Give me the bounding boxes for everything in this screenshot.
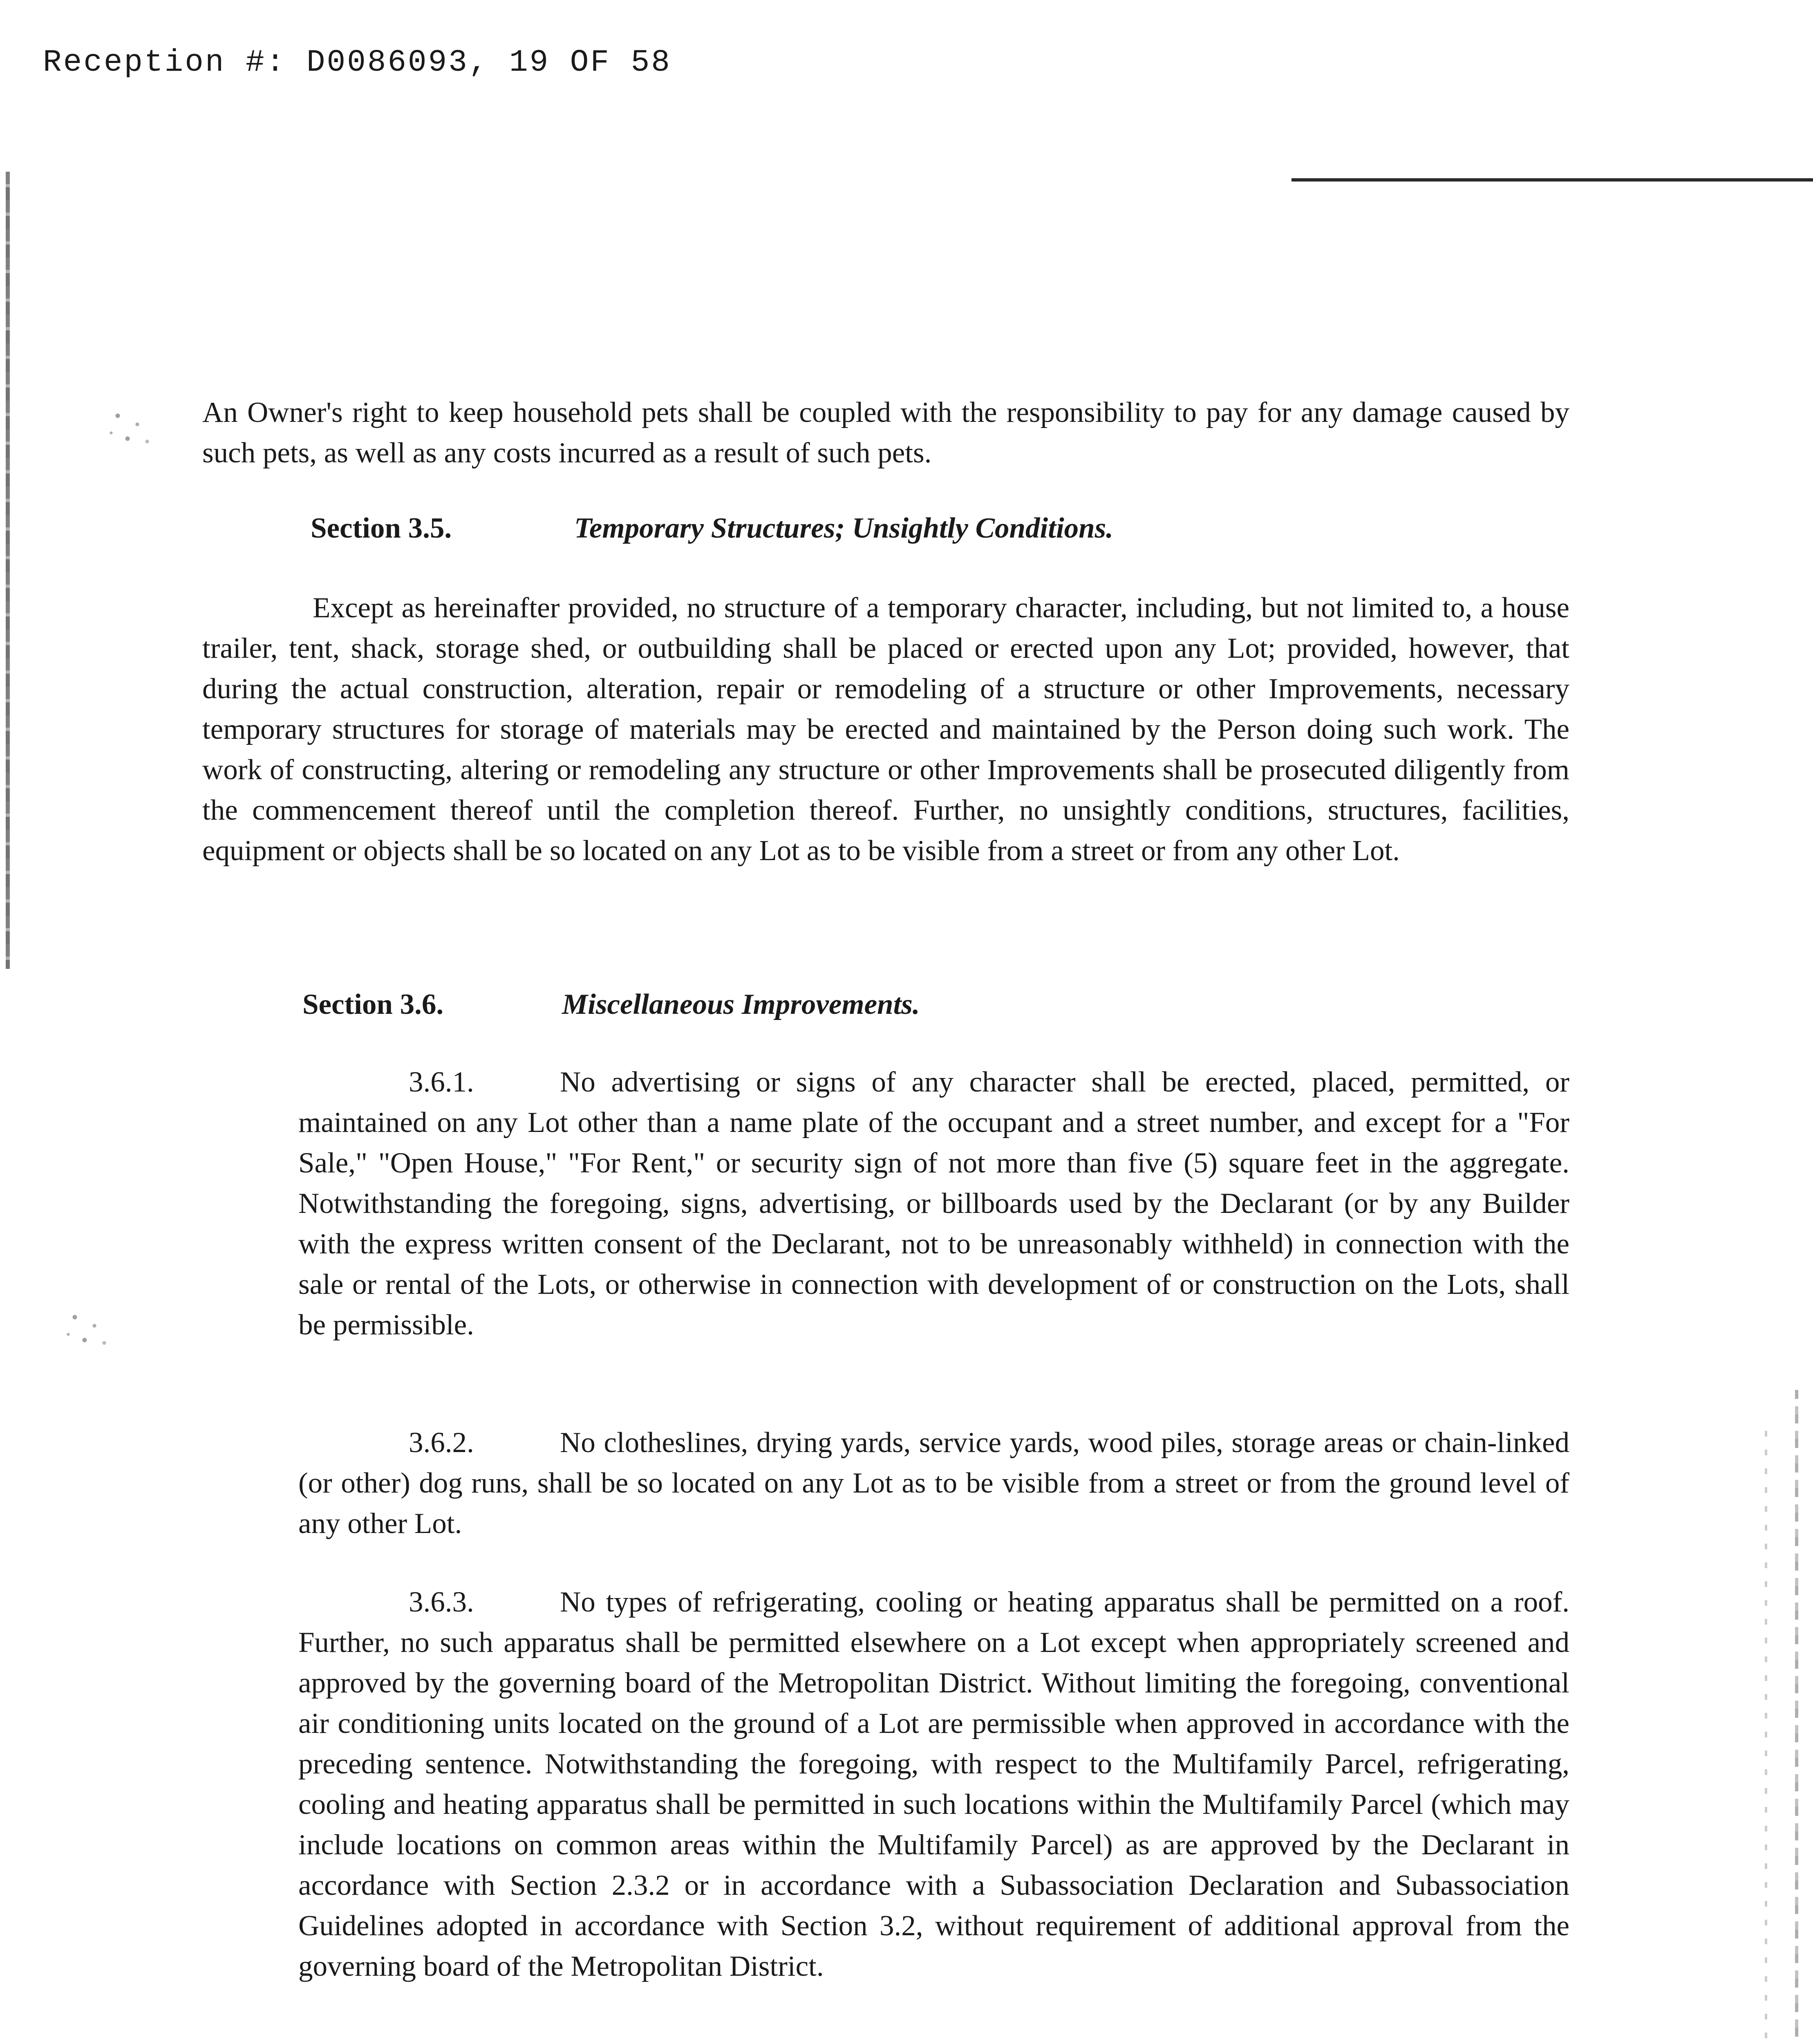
section-3-6-number: Section 3.6. <box>302 988 444 1020</box>
section-3-5-number: Section 3.5. <box>311 512 452 544</box>
scan-speck <box>98 399 163 456</box>
subsection-text: No clotheslines, drying yards, service yards, wood piles, storage areas or chain-linked (or other) dog runs, shall be so located on any Lot as to be visible from a street or from the ground level of any other Lot. <box>298 1427 1569 1540</box>
section-3-6-title: Miscellaneous Improvements. <box>562 988 920 1020</box>
subsection-3-6-1 <box>298 1062 1569 1345</box>
subsection-number: 3.6.3. <box>409 1586 474 1618</box>
scan-edge-left <box>6 172 10 969</box>
section-3-5-paragraph: Except as hereinafter provided, no structure of a temporary character, including, but not limited to, a house trailer, tent, shack, storage shed, or outbuilding shall be placed or erected upon any Lot; provided, however, that during the actual construction, alteration, repair or remodeling of a structure or other Improvements, necessary temporary structures for storage of materials may be erected and maintained by the Person doing such work. The work of constructing, altering or remodeling any structure or other Improvements shall be prosecuted diligently from the commencement thereof until the completion thereof. Further, no unsightly conditions, structures, facilities, equipment or objects shall be so located on any Lot as to be visible from a street or from any other Lot. <box>202 592 1569 867</box>
subsection-text: No advertising or signs of any character shall be erected, placed, permitted, or maintained on any Lot other than a name plate of the occupant and a street number, and except for a "For Sale," "Open House," "For Rent," or security sign of not more than five (5) square feet in the aggregate. Notwithstanding the foregoing, signs, advertising, or billboards used by the Declarant (or by any Builder with the express written consent of the Declarant, not to be unreasonably withheld) in connection with the sale or rental of the Lots, or otherwise in connection with development of or construction on the Lots, shall be permissible. <box>298 1066 1569 1341</box>
scan-speck <box>55 1300 121 1357</box>
subsection-3-6-2 <box>298 1423 1569 1544</box>
reception-stamp: Reception #: D0086093, 19 OF 58 <box>43 45 671 80</box>
subsection-3-6-3 <box>298 1582 1569 1987</box>
subsection-number: 3.6.1. <box>409 1066 474 1098</box>
section-3-5-title: Temporary Structures; Unsightly Conditions. <box>574 512 1114 544</box>
scan-edge-right <box>1795 1390 1798 2044</box>
subsection-number: 3.6.2. <box>409 1427 474 1459</box>
pets-paragraph: An Owner's right to keep household pets shall be coupled with the responsibility to pay for any damage caused by such pets, as well as any costs incurred as a result of such pets. <box>202 397 1569 469</box>
top-rule <box>1291 178 1813 182</box>
scan-edge-right-inner <box>1765 1431 1767 2044</box>
subsection-text: No types of refrigerating, cooling or heating apparatus shall be permitted on a roof. Further, no such apparatus shall be permitted elsewhere on a Lot except when appropriately screened and approved by the governing board of the Metropolitan District. Without limiting the foregoing, conventional air conditioning units located on the ground of a Lot are permissible when approved in accordance with the preceding sentence. Notwithstanding the foregoing, with respect to the Multifamily Parcel, refrigerating, cooling and heating apparatus shall be permitted in such locations within the Multifamily Parcel (which may include locations on common areas within the Multifamily Parcel) as are approved by the Declarant in accordance with Section 2.3.2 or in accordance with a Subassociation Declaration and Subassociation Guidelines adopted in accordance with Section 3.2, without requirement of additional approval from the governing board of the Metropolitan District. <box>298 1586 1569 1982</box>
